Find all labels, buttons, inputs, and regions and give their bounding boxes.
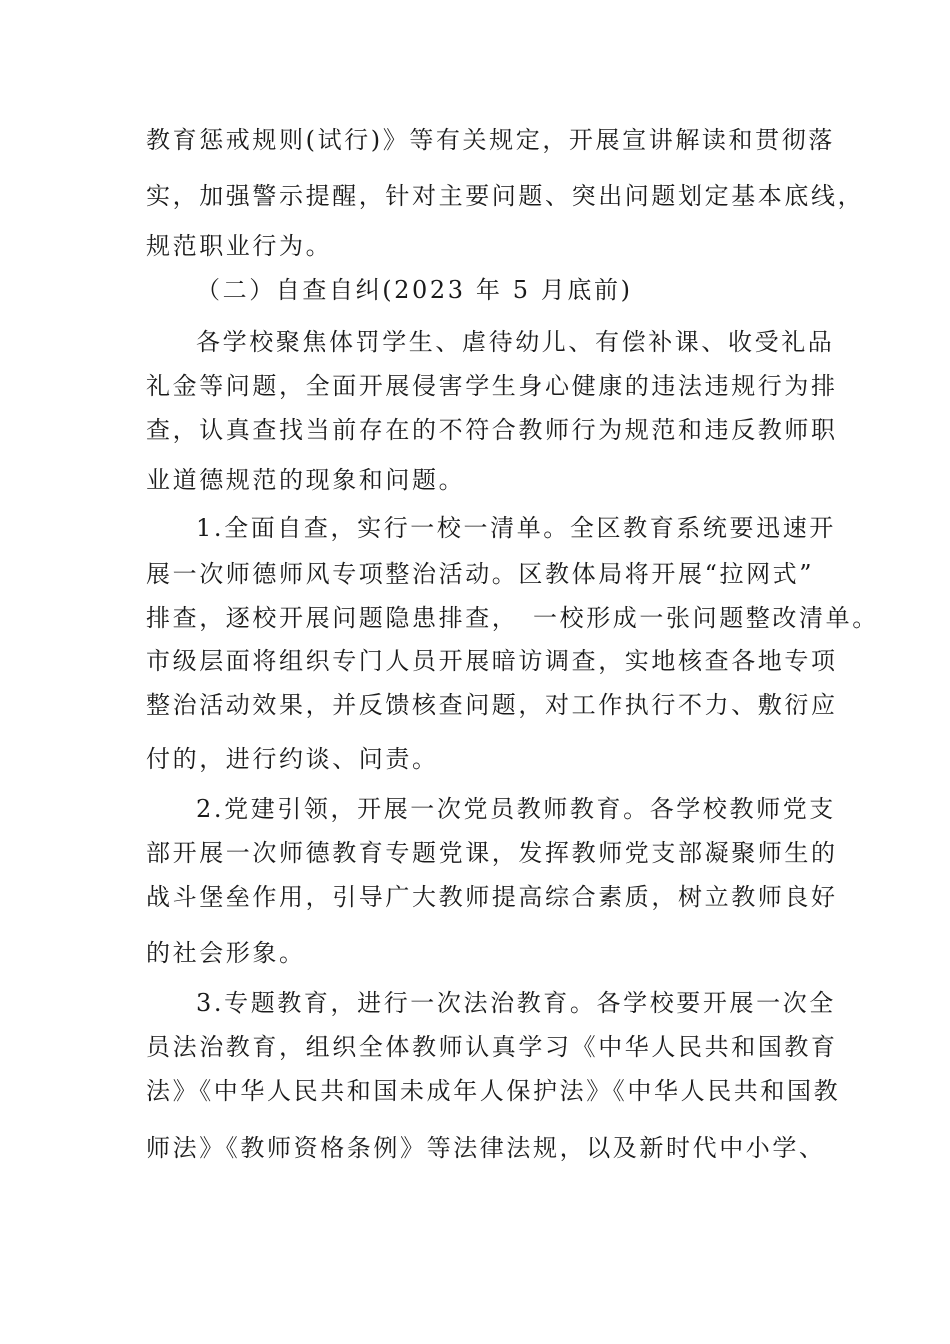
text-line: 规范职业行为。 <box>146 232 333 260</box>
text-line: 排查，逐校开展问题隐患排查， 一校形成一张问题整改清单。 <box>146 604 879 632</box>
text-line: 员法治教育，组织全体教师认真学习《中华人民共和国教育 <box>146 1033 838 1061</box>
text-line: 付的，进行约谈、问责。 <box>146 745 439 773</box>
text-line: 3.专题教育，进行一次法治教育。各学校要开展一次全 <box>196 989 836 1017</box>
text-line: 的社会形象。 <box>146 939 306 967</box>
text-line: 各学校聚焦体罚学生、虐待幼儿、有偿补课、收受礼品 <box>196 328 835 356</box>
text-line: 师法》《教师资格条例》等法律法规，以及新时代中小学、 <box>146 1134 826 1162</box>
text-line: 查，认真查找当前存在的不符合教师行为规范和违反教师职 <box>146 416 838 444</box>
text-line: 市级层面将组织专门人员开展暗访调查，实地核查各地专项 <box>146 647 838 675</box>
text-line: 礼金等问题，全面开展侵害学生身心健康的违法违规行为排 <box>146 372 838 400</box>
text-line: 战斗堡垒作用，引导广大教师提高综合素质，树立教师良好 <box>146 883 838 911</box>
text-line: 1.全面自查，实行一校一清单。全区教育系统要迅速开 <box>196 514 836 542</box>
text-line: 教育惩戒规则(试行)》等有关规定，开展宣讲解读和贯彻落 <box>146 126 835 154</box>
text-line: 2.党建引领，开展一次党员教师教育。各学校教师党支 <box>196 795 836 823</box>
text-line: 业道德规范的现象和问题。 <box>146 466 466 494</box>
text-line: 部开展一次师德教育专题党课，发挥教师党支部凝聚师生的 <box>146 839 838 867</box>
text-line: 法》《中华人民共和国未成年人保护法》《中华人民共和国教 <box>146 1077 841 1105</box>
section-heading: （二）自查自纠(2023 年 5 月底前) <box>196 276 633 304</box>
text-line: 实，加强警示提醒，针对主要问题、突出问题划定基本底线， <box>146 182 865 210</box>
text-line: 展一次师德师风专项整治活动。区教体局将开展“拉网式” <box>146 560 815 588</box>
text-line: 整治活动效果，并反馈核查问题，对工作执行不力、敷衍应 <box>146 691 838 719</box>
